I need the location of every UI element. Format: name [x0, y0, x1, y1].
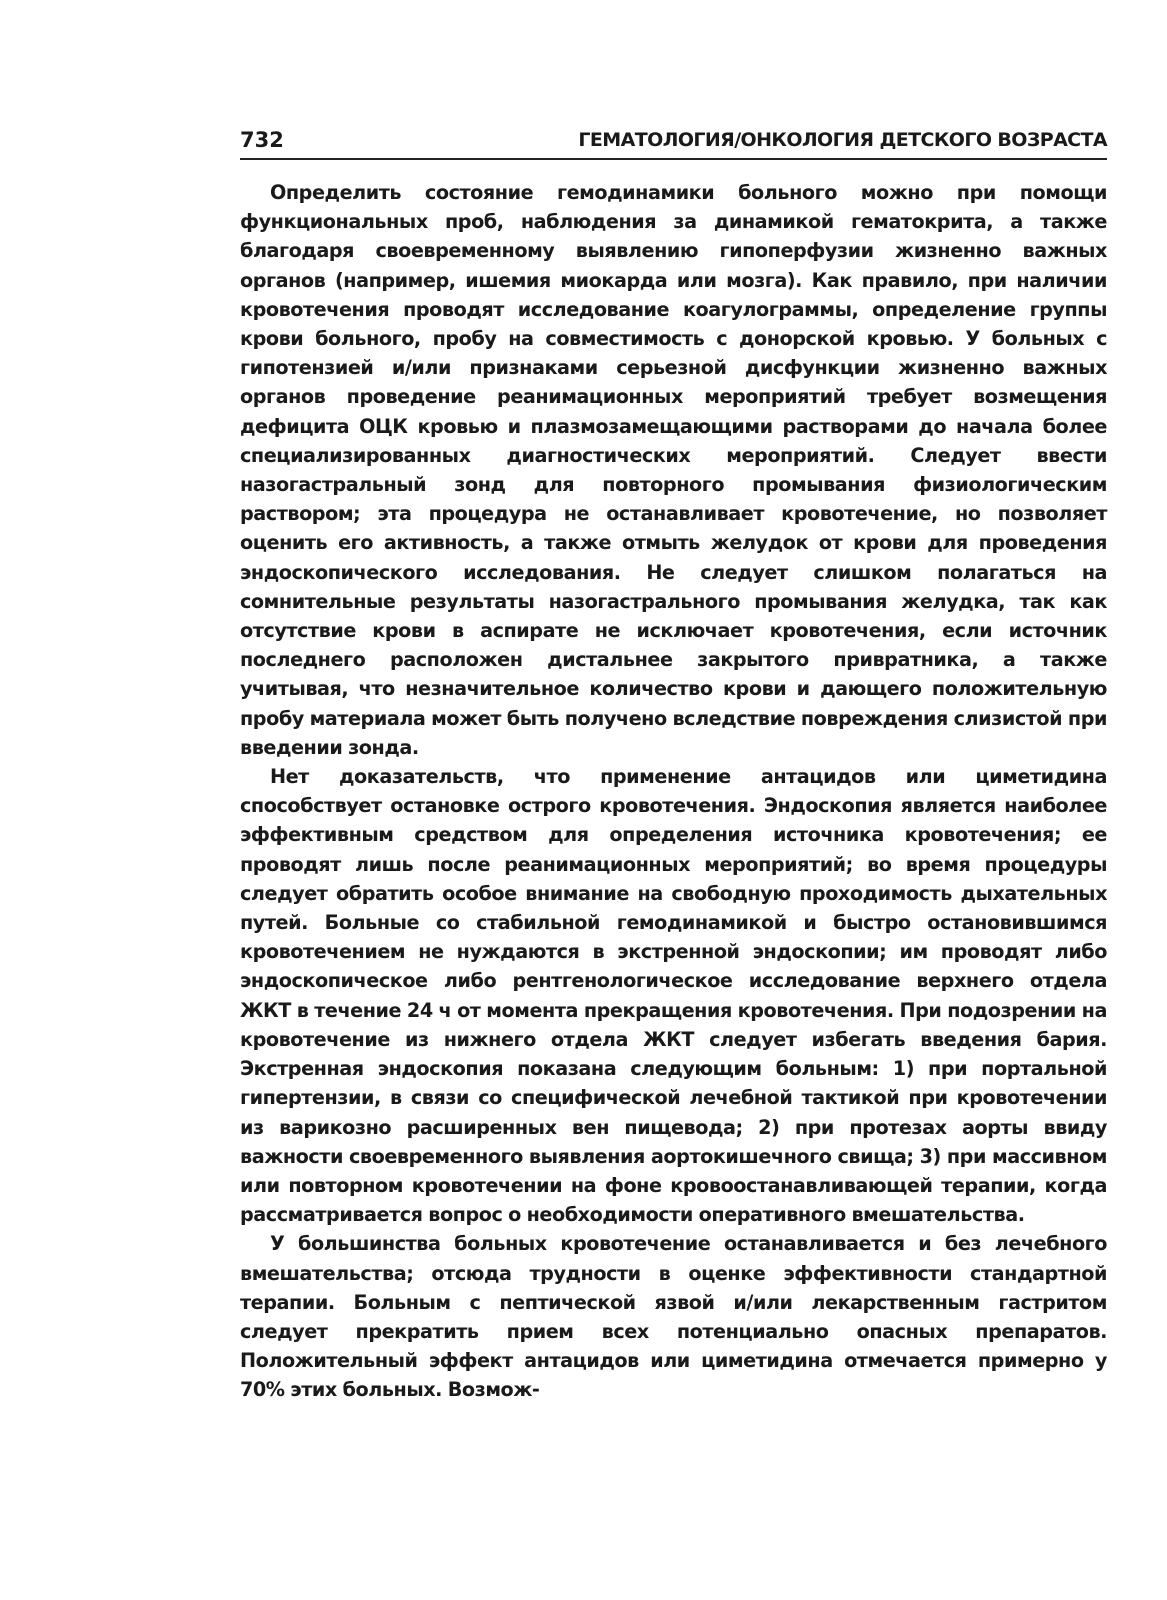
body-text [240, 178, 1107, 1405]
page-number: 732 [240, 128, 284, 152]
running-head: ГЕМАТОЛОГИЯ/ОНКОЛОГИЯ ДЕТСКОГО ВОЗРАСТА [578, 129, 1107, 151]
paragraph-2: Нет доказательств, что применение антацидов или циметидина способствует остановке острого кровотечения. Эндоскопия является наиболее эффективным средством для определения источника кровотечения; ее проводят лишь после реанимационных мероприятий; во время процедуры следует обратить особое внимание на свободную проходимость дыхательных путей. Больные со стабильной гемодинамикой и быстро остановившимся кровотечением не нуждаются в экстренной эндоскопии; им проводят либо эндоскопическое либо рентгенологическое исследование верхнего отдела ЖКТ в течение 24 ч от момента прекращения кровотечения. При подозрении на кровотечение из нижнего отдела ЖКТ следует избегать введения бария. Экстренная эндоскопия показана следующим больным: 1) при портальной гипертензии, в связи со специфической лечебной тактикой при кровотечении из варикозно расширенных вен пищевода; 2) при протезах аорты ввиду важности своевременного выявления аортокишечного свища; 3) при массивном или повторном кровотечении на фоне кровоостанавливающей терапии, когда рассматривается вопрос о необходимости оперативного вмешательства. [240, 765, 1107, 1227]
paragraph-1: Определить состояние гемодинамики больного можно при помощи функциональных проб, наблюдения за динамикой гематокрита, а также благодаря своевременному выявлению гипоперфузии жизненно важных органов (например, ишемия миокарда или мозга). Как правило, при наличии кровотечения проводят исследование коагулограммы, определение группы крови больного, пробу на совместимость с донорской кровью. У больных с гипотензией и/или признаками серьезной дисфункции жизненно важных органов проведение реанимационных мероприятий требует возмещения дефицита ОЦК кровью и плазмозамещающими растворами до начала более специализированных диагностических мероприятий. Следует ввести назогастральный зонд для повторного промывания физиологическим раствором; эта процедура не останавливает кровотечение, но позволяет оценить его активность, а также отмыть желудок от крови для проведения эндоскопического исследования. Не следует слишком полагаться на сомнительные результаты назогастрального промывания желудка, так как отсутствие крови в аспирате не исключает кровотечения, если источник последнего расположен дистальнее закрытого привратника, а также учитывая, что незначительное количество крови и дающего положительную пробу материала может быть получено вследствие повреждения слизистой при введении зонда. [240, 181, 1107, 759]
paragraph-3: У большинства больных кровотечение останавливается и без лечебного вмешательства; отсюда трудности в оценке эффективности стандартной терапии. Больным с пептической язвой и/или лекарственным гастритом следует прекратить прием всех потенциально опасных препаратов. Положительный эффект антацидов или циметидина отмечается примерно у 70% этих больных. Возмож- [240, 1232, 1107, 1402]
page-header [240, 126, 1107, 160]
